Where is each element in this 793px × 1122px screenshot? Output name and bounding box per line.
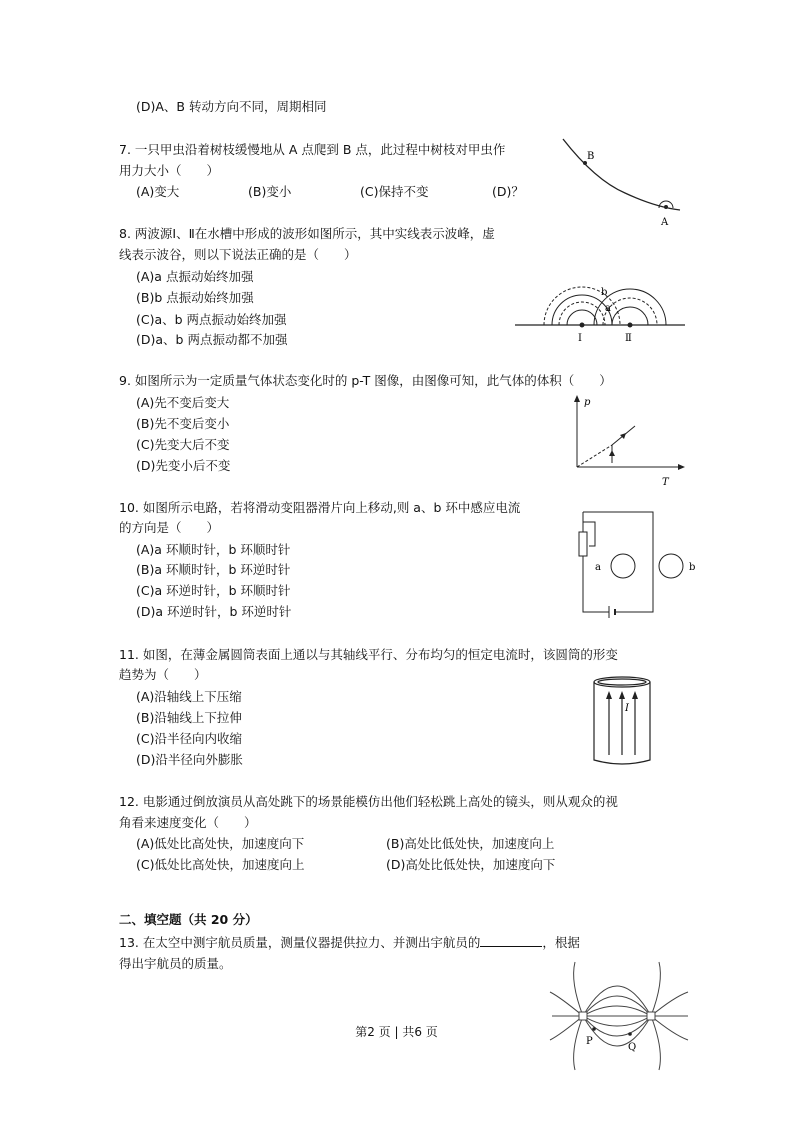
source-1-label: Ⅰ — [578, 333, 582, 344]
axis-t-label: T — [662, 477, 669, 488]
q7-option-c: (C)保持不变 — [360, 184, 429, 199]
q10-circuit-figure — [575, 510, 695, 620]
label-a: A — [661, 217, 669, 228]
q7-option-d: (D)？ — [492, 184, 524, 199]
q9-option-b: (B)先不变后变小 — [136, 416, 230, 431]
q10-option-b: (B)a 环顺时针，b 环逆时针 — [136, 562, 291, 577]
q9-option-c: (C)先变大后不变 — [136, 437, 230, 452]
q9-option-d: (D)先变小后不变 — [136, 458, 231, 473]
q8-wave-figure — [515, 275, 685, 350]
source-2-label: Ⅱ — [625, 333, 632, 344]
q11-text: 11. 如图，在薄金属圆筒表面上通以与其轴线平行、分布均匀的恒定电流时，该圆筒的形变 — [119, 647, 618, 662]
q11-text: 趋势为（ ） — [119, 667, 207, 682]
q8-option-c: (C)a、b 两点振动始终加强 — [136, 312, 287, 327]
page-footer: 第2 页 | 共6 页 — [355, 1025, 438, 1039]
q11-option-a: (A)沿轴线上下压缩 — [136, 689, 242, 704]
q11-cylinder-figure — [585, 675, 660, 770]
q10-text: 的方向是（ ） — [119, 520, 220, 535]
label-b: B — [587, 151, 595, 162]
point-q-label: Q — [628, 1042, 637, 1053]
q13-field-lines-figure — [550, 962, 690, 1072]
q12-text: 角看来速度变化（ ） — [119, 815, 257, 830]
q13-text: 得出宇航员的质量。 — [119, 956, 232, 971]
q10-text: 10. 如图所示电路，若将滑动变阻器滑片向上移动,则 a、b 环中感应电流 — [119, 500, 521, 515]
q8-option-b: (B)b 点振动始终加强 — [136, 290, 254, 305]
q7-text: 7. 一只甲虫沿着树枝缓慢地从 A 点爬到 B 点，此过程中树枝对甲虫作 — [119, 142, 506, 157]
q12-option-a: (A)低处比高处快，加速度向下 — [136, 836, 305, 851]
q11-option-d: (D)沿半径向外膨胀 — [136, 752, 243, 767]
q10-option-a: (A)a 环顺时针，b 环顺时针 — [136, 542, 291, 557]
section-title: 二、填空题（共 20 分） — [119, 912, 258, 927]
q8-option-a: (A)a 点振动始终加强 — [136, 269, 254, 284]
q11-option-b: (B)沿轴线上下拉伸 — [136, 710, 242, 725]
q13-text-part: 13. 在太空中测宇航员质量，测量仪器提供拉力、并测出宇航员的 — [119, 935, 481, 950]
q12-option-b: (B)高处比低处快，加速度向上 — [386, 836, 555, 851]
point-b-label: b — [601, 287, 608, 298]
ring-a-label: a — [595, 562, 601, 573]
current-label: I — [625, 703, 629, 714]
ring-b-label: b — [689, 562, 696, 573]
q12-text: 12. 电影通过倒放演员从高处跳下的场景能模仿出他们轻松跳上高处的镜头，则从观众的视 — [119, 794, 618, 809]
q9-option-a: (A)先不变后变大 — [136, 395, 230, 410]
q13-text-part: ，根据 — [542, 935, 580, 950]
q7-branch-figure — [555, 135, 685, 230]
q10-option-d: (D)a 环逆时针，b 环逆时针 — [136, 604, 292, 619]
q7-option-a: (A)变大 — [136, 184, 180, 199]
q7-text: 用力大小（ ） — [119, 163, 220, 178]
q9-text: 9. 如图所示为一定质量气体状态变化时的 p-T 图像，由图像可知，此气体的体积（ ） — [119, 373, 612, 388]
q8-text: 线表示波谷，则以下说法正确的是（ ） — [119, 247, 357, 262]
q13-text — [119, 934, 580, 952]
axis-p-label: p — [584, 397, 591, 408]
q9-pt-graph — [570, 395, 685, 490]
q10-option-c: (C)a 环逆时针，b 环顺时针 — [136, 583, 291, 598]
answer-blank[interactable] — [480, 934, 542, 947]
point-p-label: P — [586, 1036, 593, 1047]
q12-option-c: (C)低处比高处快，加速度向上 — [136, 857, 305, 872]
q11-option-c: (C)沿半径向内收缩 — [136, 731, 242, 746]
q12-option-d: (D)高处比低处快，加速度向下 — [386, 857, 556, 872]
point-a-label: a — [605, 303, 611, 314]
q8-text: 8. 两波源Ⅰ、Ⅱ在水槽中形成的波形如图所示，其中实线表示波峰，虚 — [119, 226, 495, 241]
q7-option-b: (B)变小 — [248, 184, 292, 199]
q6-option-d: (D)A、B 转动方向不同，周期相同 — [136, 99, 327, 114]
q8-option-d: (D)a、b 两点振动都不加强 — [136, 332, 288, 347]
